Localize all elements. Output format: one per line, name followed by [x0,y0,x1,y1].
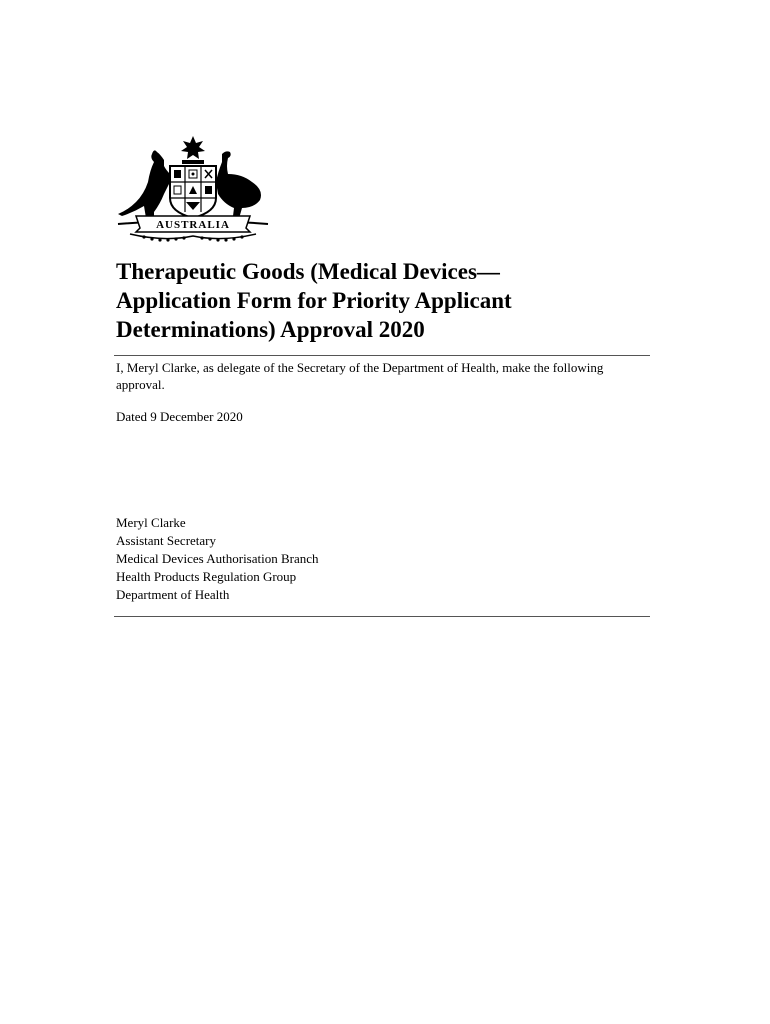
star-icon [181,136,205,159]
approval-statement: I, Meryl Clarke, as delegate of the Secretary of the Department of Health, make the following approval. [116,360,604,392]
signatory-branch: Medical Devices Authorisation Branch [116,551,319,566]
title-line-1: Therapeutic Goods (Medical Devices— [116,259,500,284]
signatory-block [116,514,319,604]
signatory-name: Meryl Clarke [116,515,186,530]
emu-icon [216,151,261,224]
coat-of-arms-emblem [114,132,272,244]
top-divider [114,355,650,356]
title-line-2: Application Form for Priority Applicant [116,288,512,313]
crest-label: AUSTRALIA [156,219,230,231]
title-line-3: Determinations) Approval 2020 [116,317,425,342]
signatory-group: Health Products Regulation Group [116,569,297,584]
bottom-divider [114,616,650,617]
signatory-position: Assistant Secretary [116,533,217,548]
document-title [116,257,656,344]
signatory-department: Department of Health [116,587,230,602]
kangaroo-icon [118,150,170,224]
date-line: Dated 9 December 2020 [116,409,243,424]
